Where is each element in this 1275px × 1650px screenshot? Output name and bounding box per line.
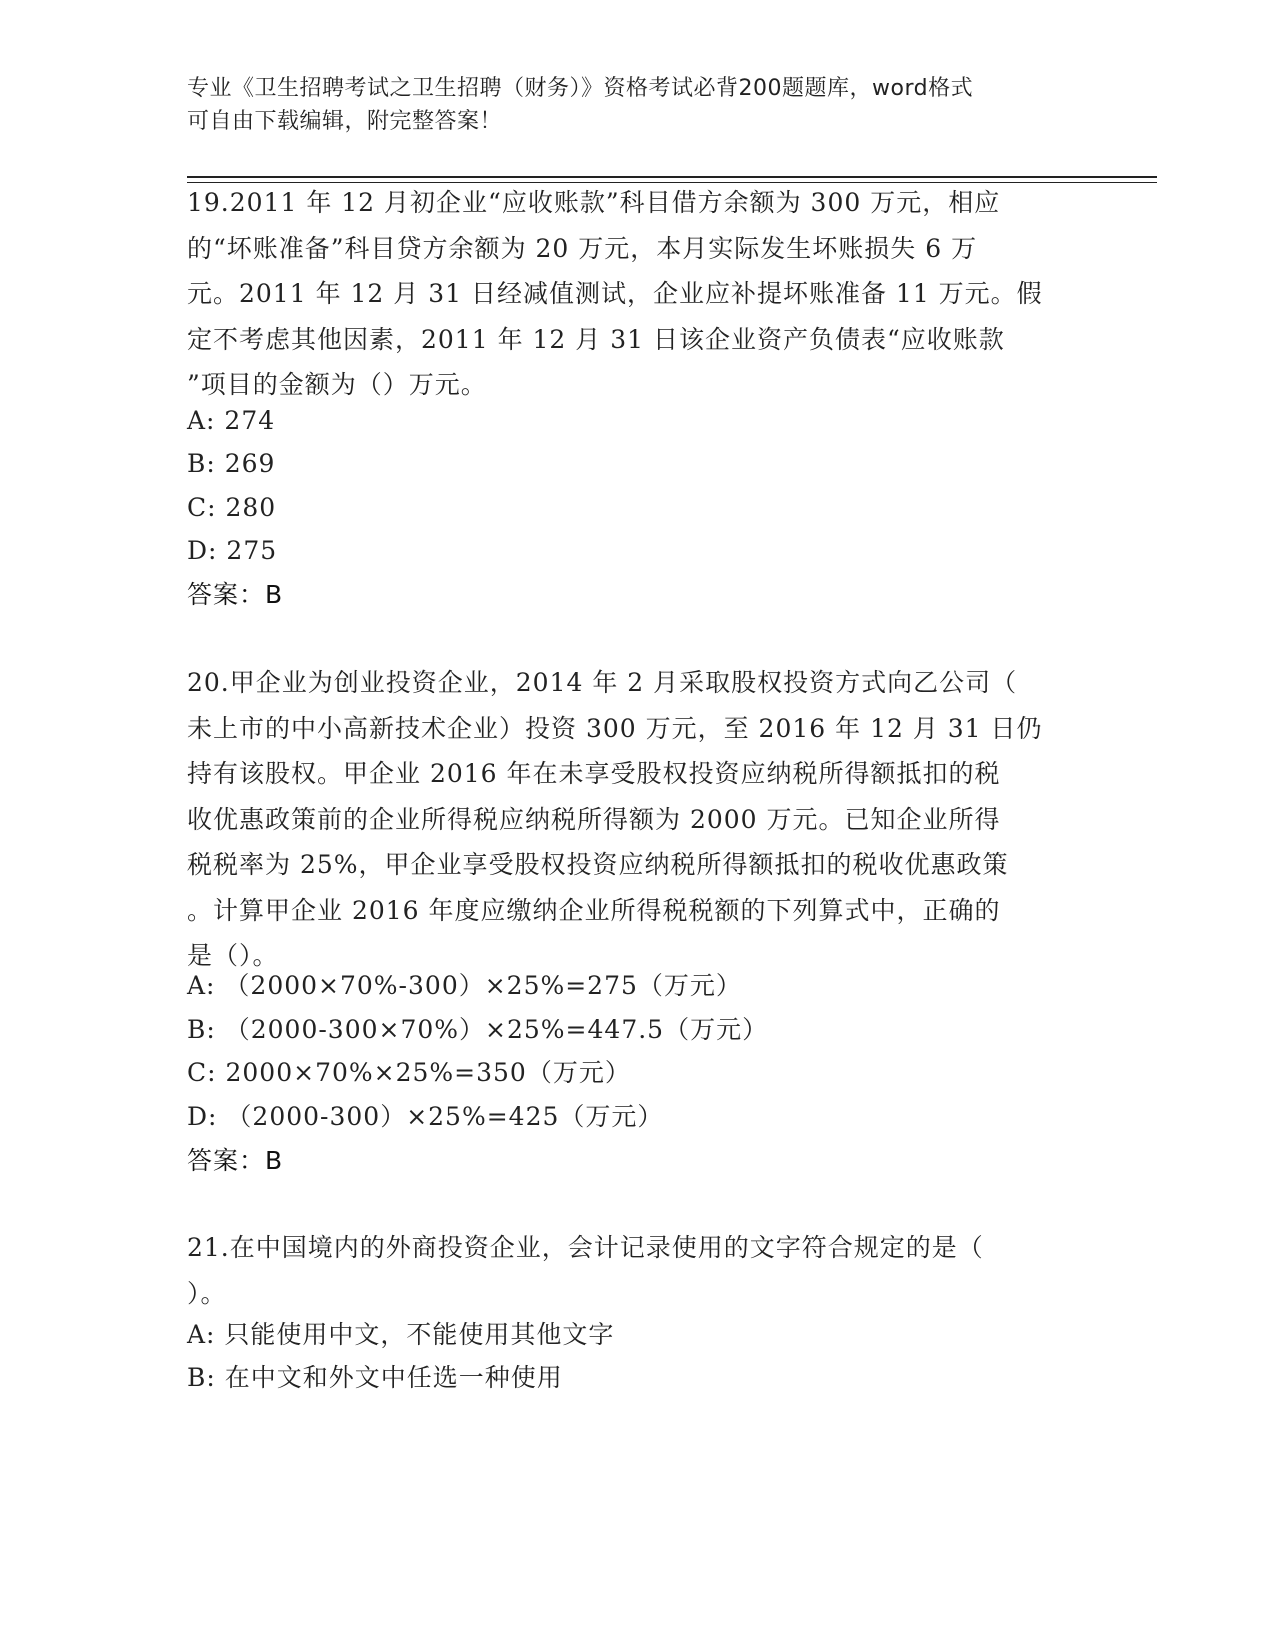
- question-line: 元。2011 年 12 月 31 日经减值测试，企业应补提坏账准备 11 万元。假: [187, 279, 1043, 308]
- question-line: 21.在中国境内的外商投资企业，会计记录使用的文字符合规定的是（: [187, 1233, 984, 1262]
- header-line-2: 可自由下载编辑，附完整答案！: [187, 109, 503, 134]
- question-line: 收优惠政策前的企业所得税应纳税所得额为 2000 万元。已知企业所得: [187, 804, 1001, 834]
- question-21-stem: [187, 1225, 984, 1316]
- question-line: 19.2011 年 12 月初企业“应收账款”科目借方余额为 300 万元，相应: [187, 188, 1001, 217]
- question-20-option-c: C: 2000×70%×25%=350（万元）: [187, 1058, 631, 1087]
- question-20-stem: [187, 660, 1043, 979]
- question-19-option-d: D: 275: [187, 536, 278, 565]
- question-20-answer: 答案：B: [187, 1146, 284, 1175]
- question-21-option-a: A: 只能使用中文，不能使用其他文字: [187, 1320, 615, 1349]
- question-20-option-b: B: （2000-300×70%）×25%=447.5（万元）: [187, 1015, 769, 1044]
- header-line-1: 专业《卫生招聘考试之卫生招聘（财务）》资格考试必背200题题库，word格式: [187, 76, 974, 101]
- question-line: 持有该股权。甲企业 2016 年在未享受股权投资应纳税所得额抵扣的税: [187, 759, 1001, 788]
- question-20-option-d: D: （2000-300）×25%=425（万元）: [187, 1102, 664, 1131]
- question-line: 税税率为 25%，甲企业享受股权投资应纳税所得额抵扣的税收优惠政策: [187, 850, 1009, 879]
- question-19-stem: [187, 180, 1043, 408]
- document-header: [187, 72, 1087, 138]
- question-19-option-c: C: 280: [187, 493, 277, 522]
- question-20-option-a: A: （2000×70%-300）×25%=275（万元）: [187, 971, 742, 1000]
- header-divider-thick: [187, 176, 1157, 178]
- question-line: 。计算甲企业 2016 年度应缴纳企业所得税税额的下列算式中，正确的: [187, 895, 1001, 925]
- question-line: ”项目的金额为（）万元。: [187, 370, 487, 399]
- question-line: 是（）。: [187, 941, 279, 970]
- question-19-option-a: A: 274: [187, 406, 276, 435]
- question-21-option-b: B: 在中文和外文中任选一种使用: [187, 1363, 563, 1392]
- question-line: 的“坏账准备”科目贷方余额为 20 万元，本月实际发生坏账损失 6 万: [187, 233, 978, 263]
- question-line: ）。: [187, 1278, 227, 1308]
- question-19-option-b: B: 269: [187, 449, 276, 478]
- question-19-answer: 答案：B: [187, 580, 284, 609]
- question-line: 20.甲企业为创业投资企业，2014 年 2 月采取股权投资方式向乙公司（: [187, 668, 1018, 697]
- question-line: 未上市的中小高新技术企业）投资 300 万元，至 2016 年 12 月 31 日仍: [187, 713, 1043, 743]
- question-line: 定不考虑其他因素，2011 年 12 月 31 日该企业资产负债表“应收账款: [187, 324, 1005, 354]
